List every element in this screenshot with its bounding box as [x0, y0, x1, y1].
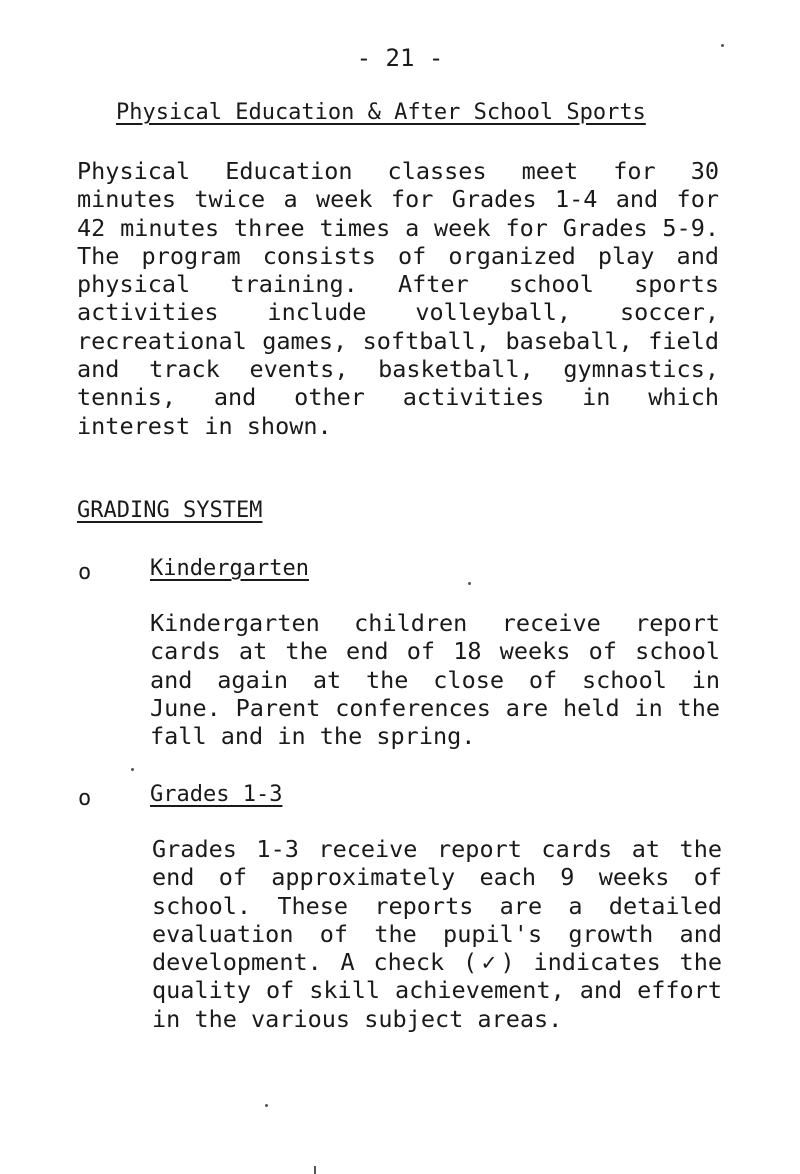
page-number: - 21 -	[356, 44, 444, 72]
kindergarten-heading: Kindergarten	[150, 556, 309, 581]
scan-speck	[721, 44, 724, 47]
scan-speck	[314, 1166, 316, 1174]
scan-speck	[468, 582, 471, 585]
scan-speck	[265, 1104, 268, 1107]
intro-paragraph: Physical Education classes meet for 30 minutes twice a week for Grades 1-4 and for 42 minutes three times a week for Grades 5-9. The program consists of organized play and physical training. After school sports activities include volleyball, soccer, recreational games, softball, baseball, field and track events, basketball, gymnastics, tennis, and other activities in which interest in shown.	[77, 157, 719, 440]
grades-1-3-heading: Grades 1-3	[150, 782, 283, 807]
kindergarten-bullet: o	[78, 560, 92, 585]
kindergarten-paragraph: Kindergarten children receive report cards at the end of 18 weeks of school and again at the close of school in June. Parent conferences are held in the fall and in the spring.	[150, 609, 720, 751]
grading-system-heading: GRADING SYSTEM	[77, 498, 263, 523]
grades-1-3-bullet: o	[78, 786, 92, 811]
grades-1-3-paragraph: Grades 1-3 receive report cards at the end of approximately each 9 weeks of school. These reports are a detailed evaluation of the pupil's growth and development. A check (✓) indicates the quality of skill achievement, and effort in the various subject areas.	[152, 835, 722, 1033]
scan-speck	[131, 768, 134, 771]
section-title: Physical Education & After School Sports	[116, 100, 646, 125]
